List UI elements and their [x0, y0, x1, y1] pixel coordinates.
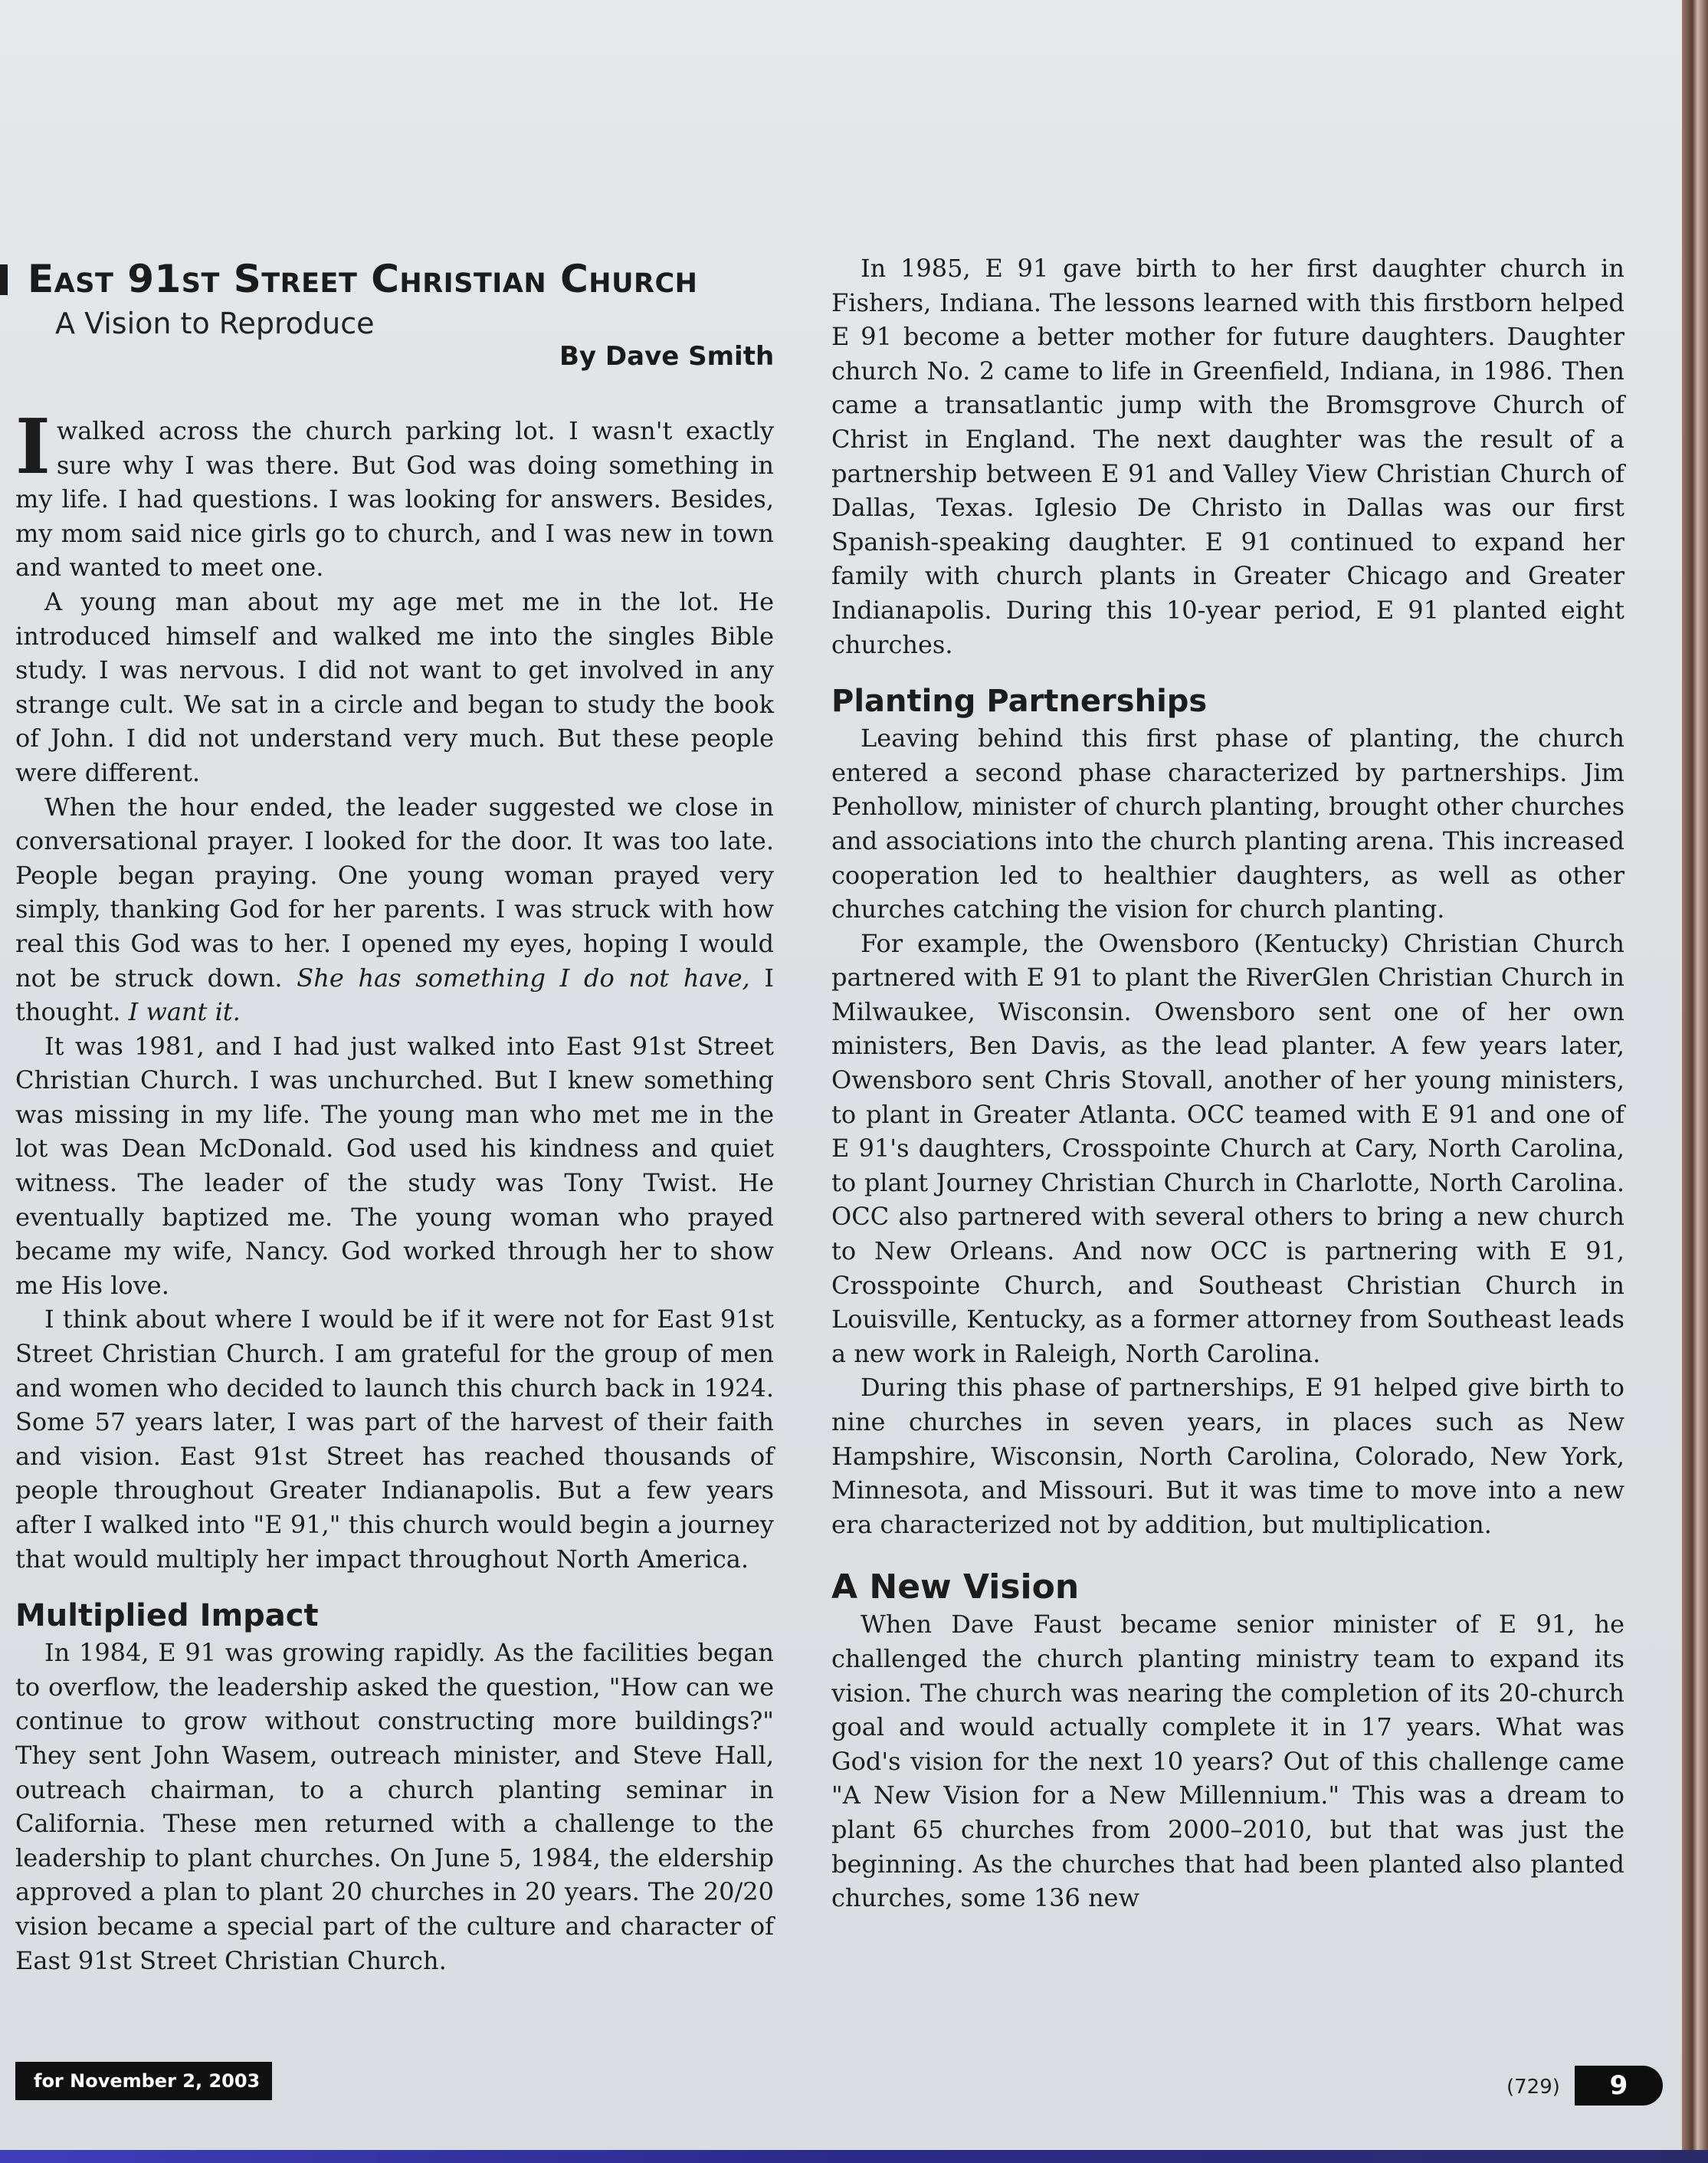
- article-title: East 91st Street Christian Church: [28, 257, 698, 301]
- paragraph: A young man about my age met me in the lot. He introduced himself and walked me into the singles Bible study. I was nervous. I did not want to get involved in any strange cult. We sat in a circle and began to study the book of John. I did not understand very much. But these people were different.: [15, 586, 774, 787]
- article-subtitle: A Vision to Reproduce: [55, 307, 375, 340]
- page-number: 9: [1575, 2066, 1663, 2106]
- paragraph: Iwalked across the church parking lot. I wasn't exactly sure why I was there. But God was doing something in my life. I had questions. I was looking for answers. Besides, my mom said nice girls go to church, and I was new in town and wanted to meet one.: [15, 403, 774, 583]
- paragraph: For example, the Owensboro (Kentucky) Christian Church partnered with E 91 to plant the RiverGlen Christian Church in Milwaukee, Wisconsin. Owensboro sent one of her own ministers, Ben Davis, as the lead planter. A few years later, Owensboro sent Chris Stovall, another of her young ministers, to plant in Greater Atlanta. OCC teamed with E 91 and one of E 91's daughters, Crosspointe Church at Cary, North Carolina, to plant Journey Christian Church in Charlotte, North Carolina. OCC also partnered with several others to bring a new church to New Orleans. And now OCC is partnering with E 91, Crosspointe Church, and Southeast Christian Church in Louisville, Kentucky, as a former attorney from Southeast leads a new work in Raleigh, North Carolina.: [831, 928, 1624, 1368]
- paragraph: Leaving behind this first phase of planting, the church entered a second phase characterized by partnerships. Jim Penhollow, minister of church planting, brought other churches and associations into the church planting arena. This increased cooperation led to healthier daughters, as well as other churches catching the vision for church planting.: [831, 724, 1624, 924]
- right-column: [831, 251, 1624, 1915]
- section-heading: A New Vision: [831, 1567, 1080, 1607]
- paragraph: During this phase of partnerships, E 91 helped give birth to nine churches in seven years, in places such as New Hampshire, Wisconsin, North Carolina, Colorado, New York, Minnesota, and Missouri. But it was time to move into a new era characterized not by addition, but multiplication.: [831, 1373, 1624, 1539]
- paragraph: When the hour ended, the leader suggested we close in conversational prayer. I looked for the door. It was too late. People began praying. One young woman prayed very simply, thanking God for her parents. I was struck with how real this God was to her. I opened my eyes, hoping I would not be struck down. She has something I do not have, I thought. I want it.: [15, 792, 775, 1027]
- section-heading: Multiplied Impact: [15, 1598, 319, 1634]
- drop-cap: I: [15, 403, 51, 491]
- bottom-edge: [0, 2150, 1708, 2163]
- left-column: [15, 403, 775, 1978]
- section-heading: Planting Partnerships: [831, 684, 1208, 720]
- article-byline: By Dave Smith: [559, 341, 775, 372]
- paragraph: In 1984, E 91 was growing rapidly. As the facilities began to overflow, the leadership asked the question, "How can we continue to grow without constructing more buildings?" They sent John Wasem, outreach minister, and Steve Hall, outreach chairman, to a church planting seminar in California. These men returned with a challenge to the leadership to plant churches. On June 5, 1984, the eldership approved a plan to plant 20 churches in 20 years. The 20/20 vision became a special part of the culture and character of East 91st Street Christian Church.: [15, 1638, 774, 1975]
- paragraph: I think about where I would be if it were not for East 91st Street Christian Church. I am grateful for the group of men and women who decided to launch this church back in 1924. Some 57 years later, I was part of the harvest of their faith and vision. East 91st Street has reached thousands of people throughout Greater Indianapolis. But a few years after I walked into "E 91," this church would begin a journey that would multiply her impact throughout North America.: [15, 1305, 774, 1574]
- paragraph: In 1985, E 91 gave birth to her first daughter church in Fishers, Indiana. The lessons learned with this firstborn helped E 91 become a better mother for future daughters. Daughter church No. 2 came to life in Greenfield, Indiana, in 1986. Then came a transatlantic jump with the Bromsgrove Church of Christ in England. The next daughter was the result of a partnership between E 91 and Valley View Christian Church of Dallas, Texas. Iglesio De Christo in Dallas was our first Spanish-speaking daughter. E 91 continued to expand her family with church plants in Greater Chicago and Greater Indianapolis. During this 10-year period, E 91 planted eight churches.: [831, 254, 1624, 659]
- paragraph: When Dave Faust became senior minister of E 91, he challenged the church planting ministry team to expand its vision. The church was nearing the completion of its 20-church goal and would actually complete it in 17 years. What was God's vision for the next 10 years? Out of this challenge came "A New Vision for a New Millennium." This was a dream to plant 65 churches from 2000–2010, but that was just the beginning. As the churches that had been planted also planted churches, some 136 new: [831, 1610, 1624, 1913]
- binding-edge: [1682, 0, 1708, 2163]
- issue-date-tab: for November 2, 2003: [15, 2062, 272, 2100]
- title-marker-bar: [0, 264, 8, 295]
- paragraph: It was 1981, and I had just walked into East 91st Street Christian Church. I was unchurched. But I knew something was missing in my life. The young man who met me in the lot was Dean McDonald. God used his kindness and quiet witness. The leader of the study was Tony Twist. He eventually baptized me. The young woman who prayed became my wife, Nancy. God worked through her to show me His love.: [15, 1031, 774, 1300]
- issue-number: (729): [1506, 2076, 1560, 2099]
